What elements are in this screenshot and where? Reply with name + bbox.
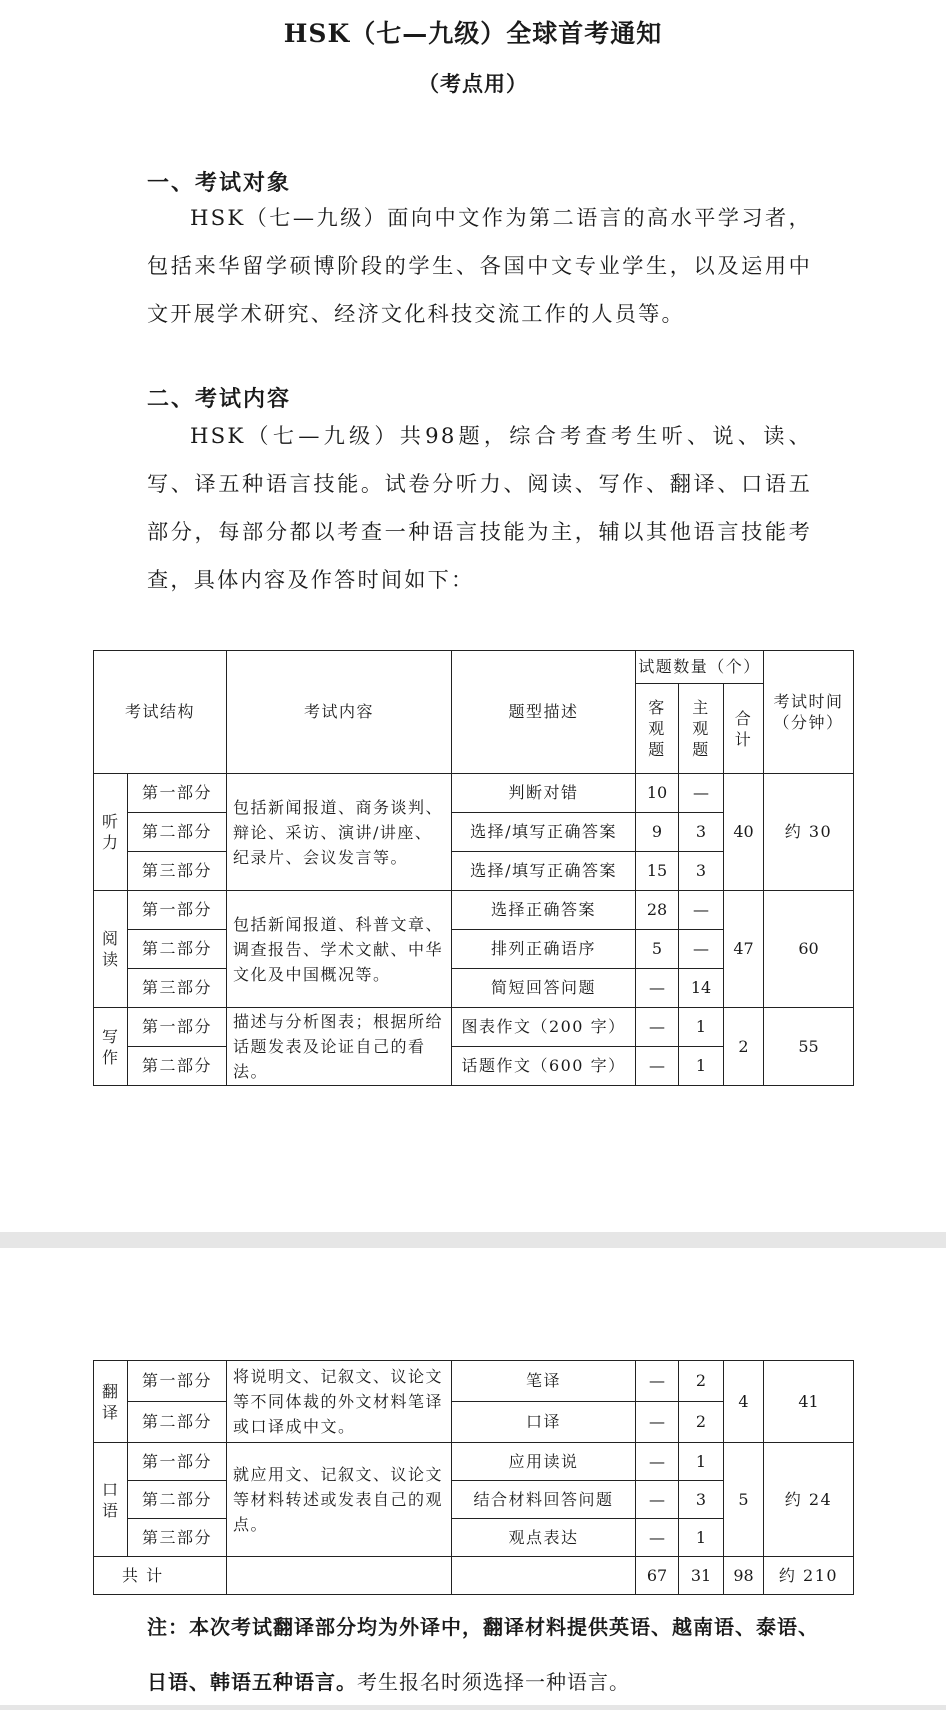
objective-count: 28 (636, 891, 679, 930)
header-objective: 客观题 (636, 684, 679, 774)
document-subtitle: （考点用） (418, 71, 528, 96)
objective-count: — (636, 1481, 679, 1519)
header-subjective: 主观题 (679, 684, 724, 774)
objective-count: — (636, 1008, 679, 1047)
objective-count: — (636, 1047, 679, 1086)
question-type: 图表作文（200 字） (452, 1008, 636, 1047)
subjective-count: 1 (679, 1443, 724, 1481)
question-type: 话题作文（600 字） (452, 1047, 636, 1086)
subjective-count: 1 (679, 1519, 724, 1557)
question-type: 判断对错 (452, 774, 636, 813)
reading-time: 60 (764, 891, 854, 1008)
sum-empty-type (452, 1557, 636, 1595)
objective-count: — (636, 1402, 679, 1443)
table-row (94, 1443, 854, 1481)
question-type: 应用读说 (452, 1443, 636, 1481)
section-writing: 写作 (94, 1008, 128, 1086)
translation-total: 4 (724, 1361, 764, 1443)
part-label: 第三部分 (128, 1519, 227, 1557)
sum-subjective: 31 (679, 1557, 724, 1595)
subjective-count: 14 (679, 969, 724, 1008)
document-title: HSK（七—九级）全球首考通知 (283, 19, 663, 48)
part-label: 第二部分 (128, 1481, 227, 1519)
question-type: 简短回答问题 (452, 969, 636, 1008)
reading-total: 47 (724, 891, 764, 1008)
section-1-body: HSK（七—九级）面向中文作为第二语言的高水平学习者，包括来华留学硕博阶段的学生、各国中文专业学生，以及运用中文开展学术研究、经济文化科技交流工作的人员等。 (147, 205, 812, 326)
table-row-total (94, 1557, 854, 1595)
subjective-count: — (679, 891, 724, 930)
reading-content: 包括新闻报道、科普文章、调查报告、学术文献、中华文化及中国概况等。 (227, 891, 452, 1008)
question-type: 结合材料回答问题 (452, 1481, 636, 1519)
question-type: 观点表达 (452, 1519, 636, 1557)
question-type: 排列正确语序 (452, 930, 636, 969)
writing-total: 2 (724, 1008, 764, 1086)
objective-count: 15 (636, 852, 679, 891)
subjective-count: 1 (679, 1047, 724, 1086)
writing-content: 描述与分析图表；根据所给话题发表及论证自己的看法。 (227, 1008, 452, 1086)
question-type: 选择/填写正确答案 (452, 813, 636, 852)
subjective-count: 3 (679, 1481, 724, 1519)
subjective-count: — (679, 774, 724, 813)
sum-time: 约 210 (764, 1557, 854, 1595)
exam-structure-table-continued (93, 1360, 854, 1595)
subjective-count: 2 (679, 1361, 724, 1402)
header-structure: 考试结构 (94, 651, 227, 774)
exam-structure-table (93, 650, 854, 1086)
header-count: 试题数量（个） (636, 651, 764, 684)
part-label: 第二部分 (128, 1047, 227, 1086)
part-label: 第一部分 (128, 1008, 227, 1047)
subjective-count: 3 (679, 813, 724, 852)
section-listening: 听力 (94, 774, 128, 891)
part-label: 第一部分 (128, 774, 227, 813)
part-label: 第一部分 (128, 1443, 227, 1481)
section-speaking: 口语 (94, 1443, 128, 1557)
question-type: 笔译 (452, 1361, 636, 1402)
header-content: 考试内容 (227, 651, 452, 774)
part-label: 第一部分 (128, 1361, 227, 1402)
subjective-count: 3 (679, 852, 724, 891)
section-2-body: HSK（七—九级）共98题，综合考查考生听、说、读、写、译五种语言技能。试卷分听力、阅读、写作、翻译、口语五部分，每部分都以考查一种语言技能为主，辅以其他语言技能考查，具体内容及作答时间如下： (147, 423, 812, 592)
header-time: 考试时间（分钟） (764, 651, 854, 774)
objective-count: 9 (636, 813, 679, 852)
table-row (94, 1361, 854, 1402)
question-type: 选择/填写正确答案 (452, 852, 636, 891)
objective-count: — (636, 969, 679, 1008)
objective-count: 10 (636, 774, 679, 813)
part-label: 第三部分 (128, 852, 227, 891)
listening-total: 40 (724, 774, 764, 891)
table-row (94, 1008, 854, 1047)
translation-time: 41 (764, 1361, 854, 1443)
section-reading: 阅读 (94, 891, 128, 1008)
part-label: 第二部分 (128, 1402, 227, 1443)
subjective-count: — (679, 930, 724, 969)
question-type: 口译 (452, 1402, 636, 1443)
speaking-total: 5 (724, 1443, 764, 1557)
part-label: 第一部分 (128, 891, 227, 930)
note (147, 1600, 827, 1710)
question-type: 选择正确答案 (452, 891, 636, 930)
sum-objective: 67 (636, 1557, 679, 1595)
objective-count: — (636, 1519, 679, 1557)
objective-count: 5 (636, 930, 679, 969)
page-2 (0, 1248, 946, 1705)
header-type: 题型描述 (452, 651, 636, 774)
section-1-heading: 一、考试对象 (147, 170, 292, 196)
objective-count: — (636, 1361, 679, 1402)
table-row (94, 774, 854, 813)
part-label: 第三部分 (128, 969, 227, 1008)
writing-time: 55 (764, 1008, 854, 1086)
subjective-count: 1 (679, 1008, 724, 1047)
section-translation: 翻译 (94, 1361, 128, 1443)
sum-label: 共 计 (94, 1557, 227, 1595)
note-normal: 考生报名时须选择一种语言。 (357, 1670, 630, 1694)
listening-content: 包括新闻报道、商务谈判、辩论、采访、演讲/讲座、纪录片、会议发言等。 (227, 774, 452, 891)
sum-empty-content (227, 1557, 452, 1595)
listening-time: 约 30 (764, 774, 854, 891)
speaking-content: 就应用文、记叙文、议论文等材料转述或发表自己的观点。 (227, 1443, 452, 1557)
part-label: 第二部分 (128, 813, 227, 852)
part-label: 第二部分 (128, 930, 227, 969)
note-bold: 注：本次考试翻译部分均为外译中，翻译材料提供英语、越南语、泰语、日语、韩语五种语言。 (147, 1615, 819, 1694)
header-total: 合计 (724, 684, 764, 774)
translation-content: 将说明文、记叙文、议论文等不同体裁的外文材料笔译或口译成中文。 (227, 1361, 452, 1443)
section-2-heading: 二、考试内容 (147, 386, 292, 412)
subjective-count: 2 (679, 1402, 724, 1443)
sum-total: 98 (724, 1557, 764, 1595)
objective-count: — (636, 1443, 679, 1481)
speaking-time: 约 24 (764, 1443, 854, 1557)
table-row (94, 891, 854, 930)
